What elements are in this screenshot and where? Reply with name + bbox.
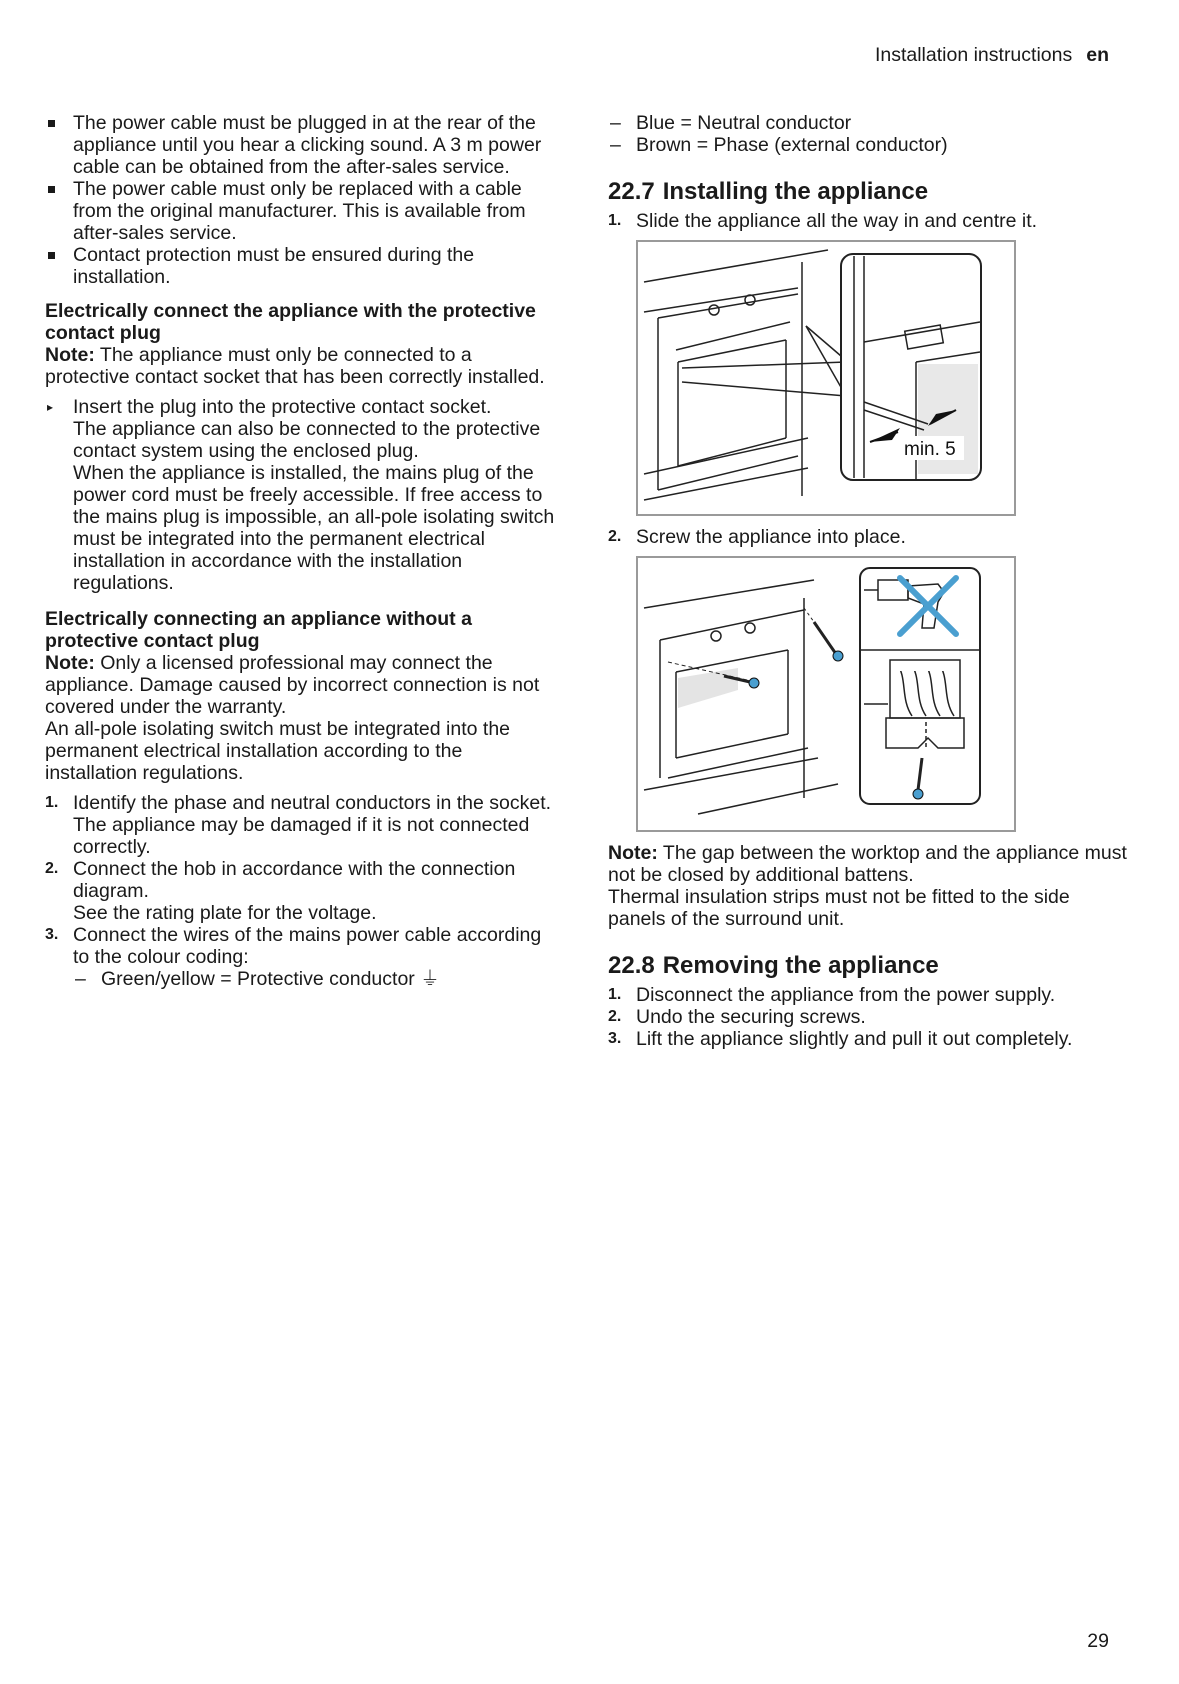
header-title: Installation instructions	[874, 44, 1073, 66]
header-language: en	[1086, 44, 1109, 66]
note-label: Note:	[45, 652, 95, 674]
remove-steps	[608, 984, 1128, 1050]
figure-screw-in	[636, 556, 1016, 832]
install-steps-continued	[608, 526, 1128, 548]
step-number: 1.	[45, 794, 59, 811]
colour-coding-list-continued	[608, 112, 1128, 156]
step-number: 2.	[608, 1008, 622, 1025]
step-text: Undo the securing screws.	[636, 1006, 866, 1028]
page-number: 29	[1087, 1630, 1109, 1652]
list-item	[45, 924, 555, 990]
note-text: The gap between the worktop and the appliance must not be closed by additional battens.	[608, 842, 1127, 886]
step-number: 1.	[608, 986, 622, 1003]
step-line: When the appliance is installed, the mains plug of the power cord must be freely accessible. If free access to the mains plug is impossible, an all-pole isolating switch must be integrated into the permanent electrical installation in accordance with the installation regulations.	[73, 462, 555, 594]
step-number: 3.	[608, 1030, 622, 1047]
list-item: – Blue = Neutral conductor	[608, 112, 1128, 134]
note-label: Note:	[608, 842, 658, 864]
oven-slide-in-illustration	[638, 242, 1014, 514]
section-number: 22.7	[608, 178, 655, 205]
list-item	[608, 1028, 1128, 1050]
note-extra: An all-pole isolating switch must be integrated into the permanent electrical installation according to the installation regulations.	[45, 718, 511, 784]
note-label: Note:	[45, 344, 95, 366]
step-text: Screw the appliance into place.	[636, 526, 906, 548]
subheading-protective-plug: Electrically connect the appliance with the protective contact plug	[45, 300, 536, 344]
list-item	[45, 858, 555, 924]
note-text: The appliance must only be connected to a protective contact socket that has been correctly installed.	[45, 344, 545, 388]
list-item	[608, 984, 1128, 1006]
list-item	[608, 210, 1128, 232]
left-column	[45, 112, 555, 990]
requirements-list	[45, 112, 555, 288]
step-line: Insert the plug into the protective contact socket.	[73, 396, 492, 418]
list-item: – Green/yellow = Protective conductor ⏚	[73, 968, 555, 990]
right-column	[608, 112, 1128, 1050]
step-line: The appliance may be damaged if it is not connected correctly.	[73, 814, 530, 858]
gap-label: min. 5	[904, 439, 956, 460]
list-item: The power cable must be plugged in at the rear of the appliance until you hear a clicking sound. A 3 m power cable can be obtained from the after-sales service.	[45, 112, 555, 178]
note-without-plug	[45, 652, 555, 718]
section-title: Removing the appliance	[662, 952, 939, 979]
list-item	[45, 792, 555, 858]
oven-screw-illustration	[638, 558, 1014, 830]
step-number: 2.	[45, 860, 59, 877]
note-text: Only a licensed professional may connect the appliance. Damage caused by incorrect connection is not covered under the warranty.	[45, 652, 540, 718]
list-item	[608, 1006, 1128, 1028]
step-number: 2.	[608, 528, 622, 545]
list-item	[608, 526, 1128, 548]
list-item: Contact protection must be ensured during the installation.	[45, 244, 555, 288]
step-arrow-icon: ▸	[47, 400, 54, 414]
step-text: Slide the appliance all the way in and centre it.	[636, 210, 1038, 232]
note-extra: Thermal insulation strips must not be fitted to the side panels of the surround unit.	[608, 886, 1070, 930]
page-header	[875, 44, 1109, 66]
figure-slide-in	[636, 240, 1016, 516]
step-line: Connect the wires of the mains power cable according to the colour coding:	[73, 924, 542, 968]
subheading-without-plug: Electrically connecting an appliance without a protective contact plug	[45, 608, 472, 652]
section-title: Installing the appliance	[662, 178, 929, 205]
step-text: Disconnect the appliance from the power supply.	[636, 984, 1056, 1006]
note-protective-plug	[45, 344, 555, 388]
note-install	[608, 842, 1128, 886]
step-line: Connect the hob in accordance with the connection diagram.	[73, 858, 516, 902]
install-steps	[608, 210, 1128, 232]
colour-coding-list	[73, 968, 555, 990]
list-item: The power cable must only be replaced with a cable from the original manufacturer. This is available from after-sales service.	[45, 178, 555, 244]
step-line: See the rating plate for the voltage.	[73, 902, 377, 924]
step-text: Lift the appliance slightly and pull it out completely.	[636, 1028, 1073, 1050]
step-number: 1.	[608, 212, 622, 229]
list-item: – Brown = Phase (external conductor)	[608, 134, 1128, 156]
section-number: 22.8	[608, 952, 655, 979]
instruction-step	[45, 396, 555, 594]
section-heading-removing	[608, 952, 1128, 980]
step-line: Identify the phase and neutral conductors in the socket.	[73, 792, 552, 814]
step-number: 3.	[45, 926, 59, 943]
step-line: The appliance can also be connected to the protective contact system using the enclosed plug.	[73, 418, 541, 462]
connection-steps	[45, 792, 555, 990]
section-heading-installing	[608, 178, 1128, 206]
